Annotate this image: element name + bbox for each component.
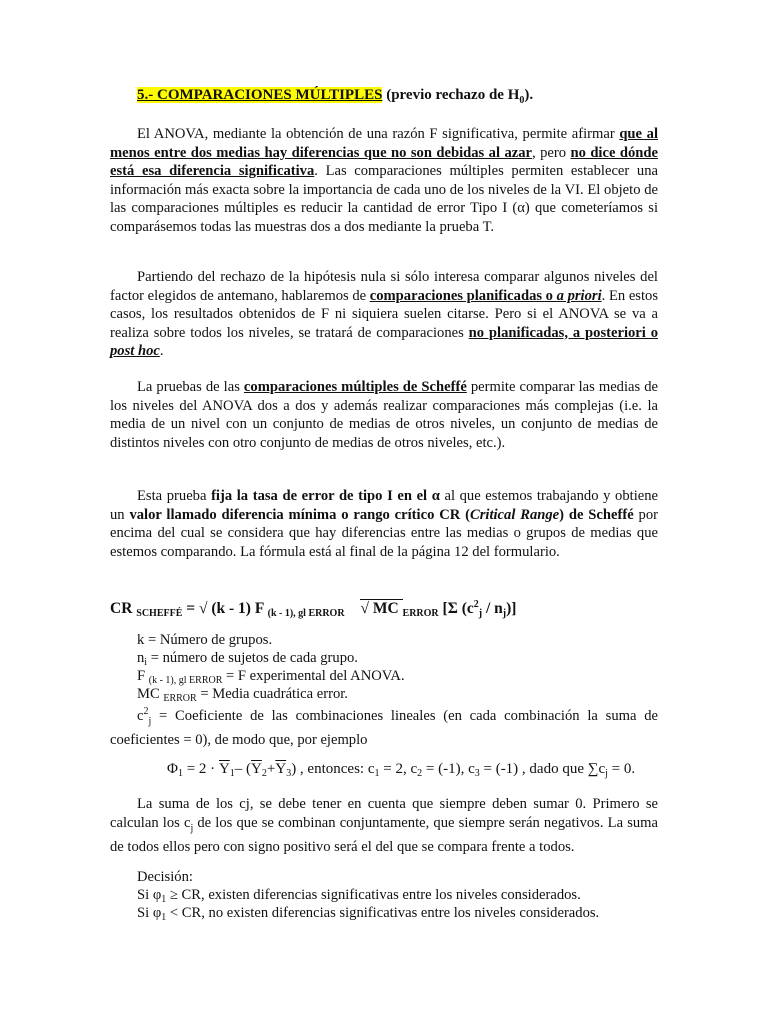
paragraph-planned-comparisons: Partiendo del rechazo de la hipótesis nula si sólo interesa comparar algunos niveles del factor elegidos de antemano, hablaremos de comparaciones planificadas o a priori. En estos casos, los resultados obtenidos de F ni siquiera suelen citarse. Pero si el ANOVA se va a realiza sobre todos los niveles, se tratará de comparaciones no planificadas, a posteriori o post hoc. bbox=[110, 269, 659, 359]
definition-c: $c^2_j$ = Coeficiente de las combinaciones lineales (en cada combinación la suma de coeficientes = 0), de modo que, por ejemplo bbox=[110, 706, 658, 749]
paragraph-critical-range: Esta prueba fija la tasa de error de tipo I en el α al que estemos trabajando y obtiene un valor llamado diferencia mínima o rango crítico CR (Critical Range) de Scheffé por encima del cual se considera que hay diferencias entre las medias o grupos de medias que estemos comparando. La fórmula está al final de la página 12 del formulario. bbox=[110, 488, 658, 560]
definition-n: $n_i$ = número de sujetos de cada grupo. bbox=[137, 650, 358, 668]
paragraph-scheffe-test: La pruebas de las comparaciones múltiples de Scheffé permite comparar las medias de los niveles del ANOVA dos a dos y además realizar comparaciones más complejas (i.e. la media de un nivel con un conjunto de medias de otros niveles, un conjunto de medias de distintos niveles con otro conjunto de medias de otros niveles, etc.). bbox=[110, 379, 658, 451]
definition-f: F $_{(k - 1), gl ERROR}$ = F experimental del ANOVA. bbox=[137, 668, 405, 686]
paragraph-anova-intro: El ANOVA, mediante la obtención de una razón F significativa, permite afirmar que al menos entre dos medias hay diferencias que no son debidas al azar, pero no dice dónde está esa diferencia significativa. Las comparaciones múltiples permiten establecer una información más exacta sobre la importancia de cada uno de los niveles de la VI. El objeto de las comparaciones múltiples es reducir la cantidad de error Tipo I (α) que cometeríamos si comparásemos todas las muestras dos a dos mediante la prueba T. bbox=[110, 126, 658, 235]
title-subtitle: (previo rechazo de $H_0$). bbox=[386, 87, 534, 106]
definition-k: k = Número de grupos. bbox=[137, 632, 273, 648]
title-heading: 5.- COMPARACIONES MÚLTIPLES bbox=[137, 87, 383, 103]
example-contrast: $\Phi_1 = 2 \cdot \overline{Y}_1-$ $(\overline{Y}_2+\overline{Y}_3)$ , entonces: $c_1 = 2$, $c_2 = (-1)$, $c_3 = (-1)$ , dado que $\sum c_j = 0$. bbox=[167, 761, 636, 779]
section-title bbox=[137, 86, 533, 111]
decision-rule-not-significant: Si $\varphi_1$ < CR, no existen diferencias significativas entre los niveles considerados. bbox=[137, 905, 600, 923]
definition-mc: MC $_{ERROR}$ = Media cuadrática error. bbox=[137, 686, 348, 704]
scheffe-formula: CR $_{SCHEFFÉ}$ = √ (k - 1) F $_{(k - 1), gl ERROR}$ √ MC $_{ERROR}$ [Σ $(c^2_j / n_j)$] bbox=[110, 599, 517, 620]
decision-rule-significant: Si $\varphi_1$ ≥ CR, existen diferencias significativas entre los niveles considerados. bbox=[137, 887, 581, 905]
paragraph-coefficient-sum: La suma de los cj, se debe tener en cuenta que siempre deben sumar 0. Primero se calculan los $c_j$ de los que se combinan conjuntamente, que siempre serán negativos. La suma de todos ellos pero con signo positivo será el del que se compara frente a todos. bbox=[110, 796, 659, 855]
decision-label: Decisión: bbox=[137, 869, 193, 885]
